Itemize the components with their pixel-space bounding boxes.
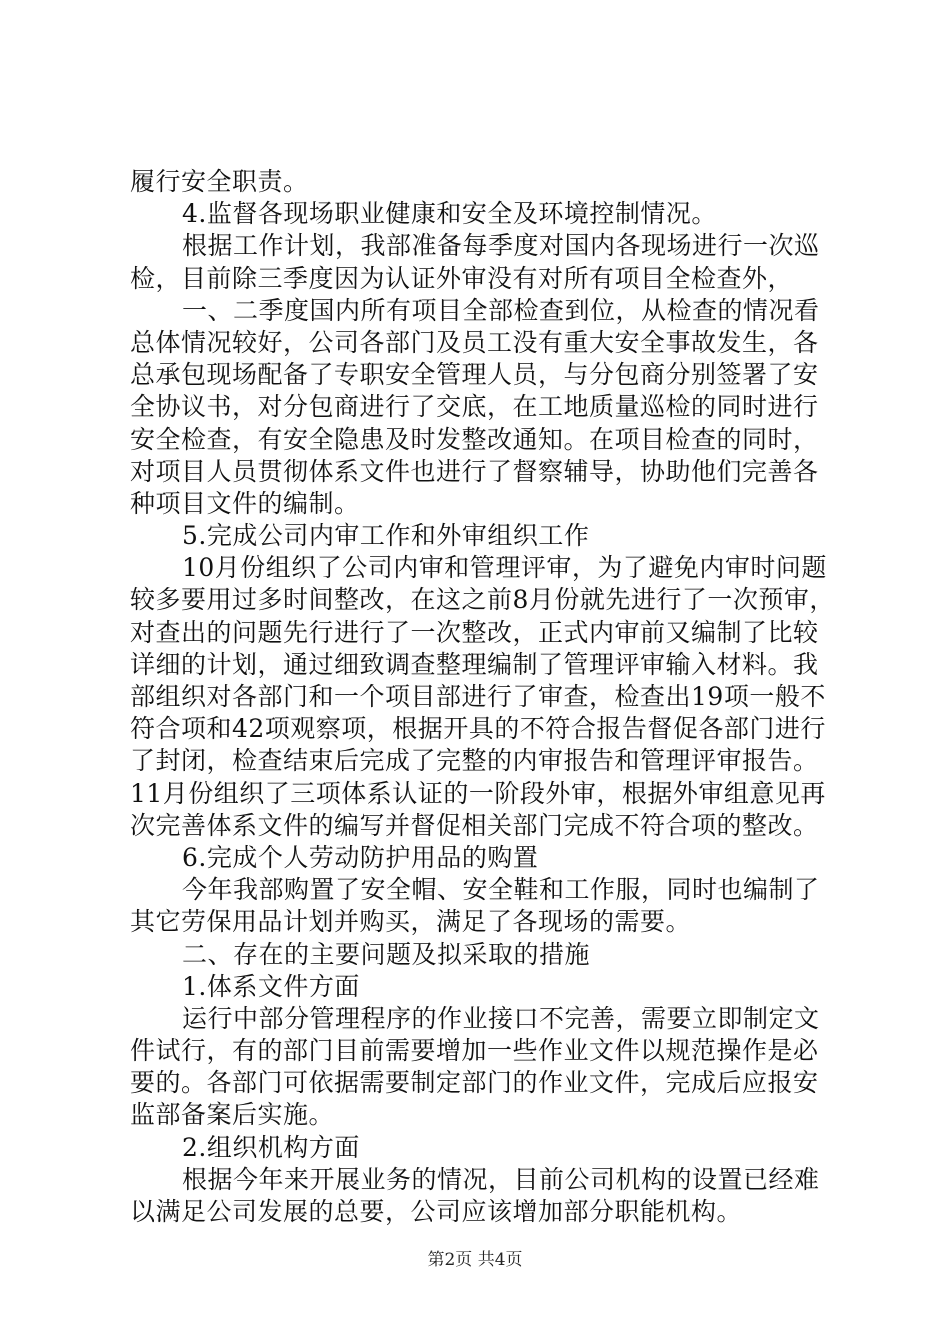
text-line: 一、二季度国内所有项目全部检查到位，从检查的情况看 <box>182 295 820 325</box>
text-line: 全协议书，对分包商进行了交底，在工地质量巡检的同时进行 <box>130 392 819 422</box>
text-line: 11月份组织了三项体系认证的一阶段外审，根据外审组意见再 <box>130 778 826 808</box>
text-line: 监部备案后实施。 <box>130 1100 335 1130</box>
text-line: 符合项和42项观察项，根据开具的不符合报告督促各部门进行 <box>130 714 826 744</box>
text-line: 要的。各部门可依据需要制定部门的作业文件，完成后应报安 <box>130 1068 819 1098</box>
text-line: 其它劳保用品计划并购买，满足了各现场的需要。 <box>130 907 692 937</box>
text-line: 对查出的问题先行进行了一次整改，正式内审前又编制了比较 <box>130 617 819 647</box>
text-line: 运行中部分管理程序的作业接口不完善，需要立即制定文 <box>182 1003 820 1033</box>
text-line: 种项目文件的编制。 <box>130 488 360 518</box>
text-line: 1.体系文件方面 <box>182 971 360 1001</box>
page-footer: 第2页 共4页 <box>427 1250 523 1270</box>
text-line: 10月份组织了公司内审和管理评审，为了避免内审时问题 <box>182 553 827 583</box>
text-line: 履行安全职责。 <box>130 167 309 196</box>
text-line: 总体情况较好，公司各部门及员工没有重大安全事故发生，各 <box>130 327 819 357</box>
text-line: 较多要用过多时间整改，在这之前8月份就先进行了一次预审， <box>130 585 835 615</box>
text-line: 检，目前除三季度因为认证外审没有对所有项目全检查外， <box>130 263 794 293</box>
text-line: 根据工作计划，我部准备每季度对国内各现场进行一次巡 <box>182 231 820 261</box>
document-body <box>130 166 835 1228</box>
text-line: 部组织对各部门和一个项目部进行了审查，检查出19项一般不 <box>130 682 826 711</box>
text-line: 安全检查，有安全隐患及时发整改通知。在项目检查的同时， <box>130 424 819 454</box>
text-line: 4.监督各现场职业健康和安全及环境控制情况。 <box>182 199 717 229</box>
text-line: 以满足公司发展的总要，公司应该增加部分职能机构。 <box>130 1197 743 1226</box>
text-line: 6.完成个人劳动防护用品的购置 <box>182 842 539 872</box>
text-line: 根据今年来开展业务的情况，目前公司机构的设置已经难 <box>182 1164 820 1194</box>
text-line: 了封闭，检查结束后完成了完整的内审报告和管理评审报告。 <box>130 746 819 776</box>
text-line: 对项目人员贯彻体系文件也进行了督察辅导，协助他们完善各 <box>130 456 819 486</box>
text-line: 二、存在的主要问题及拟采取的措施 <box>182 939 591 969</box>
text-line: 今年我部购置了安全帽、安全鞋和工作服，同时也编制了 <box>182 875 820 905</box>
text-line: 件试行，有的部门目前需要增加一些作业文件以规范操作是必 <box>130 1036 819 1066</box>
text-line: 详细的计划，通过细致调查整理编制了管理评审输入材料。我 <box>130 649 819 679</box>
text-line: 5.完成公司内审工作和外审组织工作 <box>182 521 590 551</box>
text-line: 总承包现场配备了专职安全管理人员，与分包商分别签署了安 <box>130 360 819 390</box>
text-line: 2.组织机构方面 <box>182 1132 360 1162</box>
text-line: 次完善体系文件的编写并督促相关部门完成不符合项的整改。 <box>130 810 819 840</box>
